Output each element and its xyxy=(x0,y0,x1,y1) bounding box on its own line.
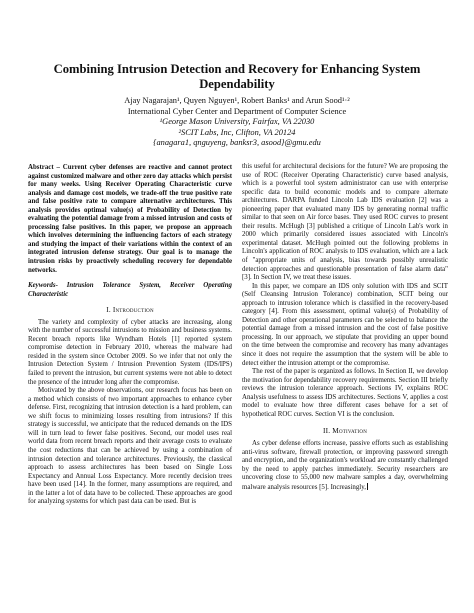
right-column xyxy=(242,163,448,492)
text-cursor xyxy=(367,483,368,490)
intro-paragraph-5: The rest of the paper is organized as follows. In Section II, we develop the motivation for dependability recovery requirements. Section III briefly reviews the intrusion tolerance approach. Sections IV, explains ROC Analysis usefulness to assess IDS architectures. Sections V, applies a cost model to evaluate how three different cases behave for a set of hypothetical ROC curves. Section VI is the conclusion. xyxy=(242,368,448,418)
section-title: I. Introduction xyxy=(106,305,154,315)
section-heading-motivation xyxy=(242,427,448,436)
section-title: II. Motivation xyxy=(322,426,368,436)
author-block xyxy=(20,96,454,149)
author-names: Ajay Nagarajan¹, Quyen Nguyen¹, Robert Banks¹ and Arun Sood¹·² xyxy=(124,96,350,105)
paper-title: Combining Intrusion Detection and Recovery for Enhancing System Dependability xyxy=(53,62,421,91)
motivation-paragraph-1: As cyber defense efforts increase, passive efforts such as establishing anti-virus software, firewall protection, or improving password strength and encryption, and the organization's workload are constantly challenged by the need to apply patches immediately. Security researchers are uncovering close to 55,000 new malware samples a day, overwhelming malware analysis resources [5]. Increasingly, xyxy=(242,439,448,491)
intro-paragraph-4: In this paper, we compare an IDS only solution with IDS and SCIT (Self Cleansing Intrusion Tolerance) combination, SCIT being our approach to intrusion tolerance which is classified in the recovery-based category [4]. From this assessment, optimal value(s) of Probability of Detection and other operational parameters can be selected to balance the potential damage from a missed intrusion and the cost of false positive processing. In our approach, we stipulate that providing an upper bound on the time between the compromise and recovery has many advantages since it does not require the assumption that the system will be able to detect either the intrusion attempt or the compromise. xyxy=(242,282,448,367)
section-heading-introduction xyxy=(28,306,232,315)
intro-paragraph-2: Motivated by the above observations, our research focus has been on a method which consists of two important approaches to enhance cyber defense. First, recognizing that intrusion detection is a hard problem, can we shift focus to minimizing losses resulting from intrusions? If this strategy is successful, we anticipate that the reduced demands on the IDS will in turn lead to fewer false positives. Second, our model uses real world data from recent breach reports and their average costs to evaluate the cost reductions that can be achieved by using a combination of intrusion detection and tolerance architectures. Previously, the classical approach to assess architectures has been based on Single Loss Expectancy and Annual Loss Expectancy. More recently decision trees have been used [14]. In the former, many assumptions are required, and in the latter a lot of data have to be collected. These approaches are good for analyzing systems for which past data can be used. But is xyxy=(28,387,232,506)
left-column xyxy=(28,164,232,507)
affiliation-scit: ²SCIT Labs, Inc, Clifton, VA 20124 xyxy=(178,127,296,137)
affiliation-line: International Cyber Center and Department of Computer Science xyxy=(127,106,347,116)
author-emails: {anagara1, qnguyeng, banksr3, asood}@gmu.edu xyxy=(153,138,321,147)
affiliation-gmu: ¹George Mason University, Fairfax, VA 22030 xyxy=(159,117,315,126)
keywords: Keywords- Intrusion Tolerance System, Receiver Operating Characteristic xyxy=(28,282,232,298)
intro-paragraph-3: this useful for architectural decisions for the future? We are proposing the use of ROC (Receiver Operating Characteristic) curve based analysis, which is a powerful tool system administrator can use with enterprise specific data to build economic models and to compare alternate architectures. DARPA funded Lincoln Lab IDS evaluation [2] was a pioneering paper that evaluated many IDS by generating normal traffic similar to that seen on Air force bases. They used ROC curves to present their results. McHugh [3] published a critique of Lincoln Lab's work in 2000 which primarily considered issues associated with Lincoln's experimental dataset. McHugh pointed out the following problems in Lincoln's application of ROC analysis to IDS evaluation, which are a lack of "appropriate units of analysis, bias towards possibly unrealistic detection approaches and questionable presentation of false alarm data" [3]. In Section IV, we treat these issues. xyxy=(242,163,448,282)
intro-paragraph-1: The variety and complexity of cyber attacks are increasing, along with the number of successful intrusions to mission and business systems. Recent breach reports like Wyndham Hotels [1] reported system compromise detection in February 2010, whereas the malware had resided in the system since October 2009. So we infer that not only the Intrusion Detection System / Intrusion Prevention System (IDS/IPS) failed to prevent the intrusion, but current systems were not able to detect the presence of the intruder long after the compromise. xyxy=(28,318,232,386)
abstract: Abstract – Current cyber defenses are reactive and cannot protect against customized malware and other zero day attacks which persist for many weeks. Using Receiver Operating Characteristic curve analysis and damage cost models, we trade-off the true positive rate and false positive rate to compare alternative architectures. This analysis provides optimal value(s) of Probability of Detection by evaluating the potential damage from a missed intrusion and costs of processing false positives. In this paper, we propose an approach which involves determining the influencing factors of each strategy and studying the impact of their variations within the context of an integrated intrusion defense strategy. Our goal is to manage the intrusion risks by proactively scheduling recovery for dependable networks. xyxy=(28,164,232,274)
